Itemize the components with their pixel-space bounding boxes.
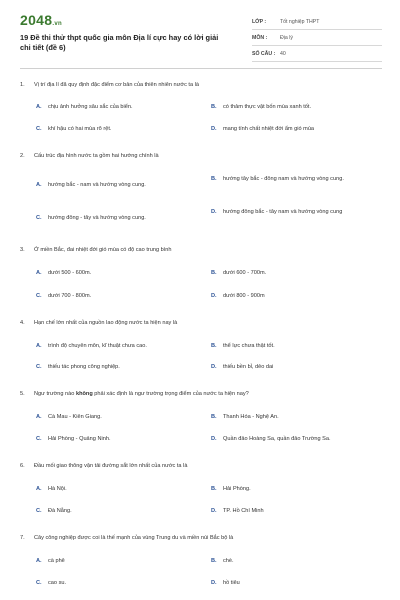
answer-option[interactable]: [36, 557, 196, 565]
option-text: Quần đảo Hoàng Sa, quần đảo Trường Sa.: [223, 436, 331, 442]
answer-option[interactable]: [211, 579, 381, 587]
answer-option[interactable]: [36, 363, 196, 371]
question-stem: [20, 247, 382, 253]
option-letter: D.: [211, 580, 217, 586]
option-text: trình độ chuyên môn, kĩ thuật chưa cao.: [48, 343, 147, 349]
answer-option[interactable]: [211, 507, 381, 515]
question-stem: [20, 82, 382, 88]
answer-option[interactable]: [36, 125, 196, 133]
question-number: 7.: [20, 535, 25, 541]
question-text-emphasis: không: [75, 391, 93, 397]
meta-value: Tốt nghiệp THPT: [280, 18, 320, 25]
answer-option[interactable]: [211, 342, 381, 350]
option-text: Hải Phòng.: [223, 486, 251, 492]
question-text-post: phải xác định là ngư trường trọng điểm của nước ta hiện nay?: [92, 391, 249, 397]
logo-suffix: .vn: [52, 21, 62, 27]
option-text: Hải Phòng - Quảng Ninh.: [48, 436, 111, 442]
option-text: hướng đông - tây và hướng vòng cung.: [48, 215, 146, 221]
option-text: Thanh Hóa - Nghệ An.: [223, 414, 279, 420]
option-text: thiếu tác phong công nghiệp.: [48, 364, 120, 370]
answer-option[interactable]: [211, 363, 381, 371]
option-text: dưới 800 - 900m: [223, 293, 265, 299]
exam-meta-table: [252, 14, 382, 62]
header-divider: [20, 68, 382, 69]
answer-option[interactable]: [36, 292, 196, 300]
answer-option[interactable]: [36, 485, 196, 493]
answer-option[interactable]: [211, 175, 376, 183]
logo-main: 2048: [20, 12, 53, 28]
question-number: 1.: [20, 82, 25, 88]
option-text: thể lực chưa thật tốt.: [223, 343, 275, 349]
option-letter: B.: [211, 104, 217, 110]
option-letter: A.: [36, 486, 42, 492]
option-text: hồ tiêu: [223, 580, 240, 586]
question-stem: [20, 391, 382, 397]
option-text: mang tính chất nhiệt đới ẩm gió mùa: [223, 126, 315, 132]
question-stem: [20, 535, 382, 541]
question-number: 4.: [20, 320, 25, 326]
option-text: Đà Nẵng.: [48, 508, 72, 514]
option-letter: C.: [36, 436, 42, 442]
option-letter: B.: [211, 270, 217, 276]
option-letter: C.: [36, 293, 42, 299]
option-letter: D.: [211, 126, 217, 132]
meta-value: 40: [280, 50, 286, 57]
answer-option[interactable]: [36, 507, 196, 515]
question-text: Cấu trúc địa hình nước ta gồm hai hướng chính là: [34, 153, 159, 159]
question-number: 2.: [20, 153, 25, 159]
option-text: chè.: [223, 558, 234, 564]
meta-row-subject: [252, 30, 382, 46]
question-text: Hạn chế lớn nhất của nguồn lao động nước ta hiện nay là: [34, 320, 178, 326]
option-letter: B.: [211, 176, 217, 182]
option-letter: D.: [211, 508, 217, 514]
answer-option[interactable]: [36, 342, 206, 350]
option-text: hướng bắc - nam và hướng vòng cung.: [48, 182, 146, 188]
question-text-pre: Ngư trường nào: [34, 391, 76, 397]
meta-row-count: [252, 46, 382, 62]
option-letter: B.: [211, 343, 217, 349]
option-text: TP. Hồ Chí Minh: [223, 508, 264, 514]
option-text: cao su.: [48, 580, 67, 586]
option-letter: D.: [211, 364, 217, 370]
option-text: cà phê: [48, 558, 65, 564]
question-stem: [20, 463, 382, 469]
question-number: 3.: [20, 247, 25, 253]
answer-option[interactable]: [211, 103, 381, 111]
option-text: dưới 600 - 700m.: [223, 270, 267, 276]
answer-option[interactable]: [36, 103, 196, 111]
question-text: Cây công nghiệp được coi là thế mạnh của vùng Trung du và miền núi Bắc bộ là: [34, 535, 234, 541]
answer-option[interactable]: [36, 269, 196, 277]
option-letter: A.: [36, 558, 42, 564]
answer-option[interactable]: [36, 435, 196, 443]
meta-key: MÔN :: [252, 34, 268, 41]
question-text: Đầu mối giao thông vận tải đường sắt lớn nhất của nước ta là: [34, 463, 188, 469]
answer-option[interactable]: [211, 125, 381, 133]
option-text: dưới 700 - 800m.: [48, 293, 92, 299]
option-text: hướng tây bắc - đông nam và hướng vòng cung.: [223, 176, 344, 182]
option-letter: C.: [36, 126, 42, 132]
option-text: chịu ảnh hưởng sâu sắc của biển.: [48, 104, 133, 110]
option-letter: B.: [211, 558, 217, 564]
option-text: thiếu bền bỉ, dẻo dai: [223, 364, 274, 370]
answer-option[interactable]: [211, 557, 381, 565]
option-letter: B.: [211, 486, 217, 492]
answer-option[interactable]: [211, 485, 381, 493]
option-letter: D.: [211, 209, 217, 215]
option-text: khí hậu có hai mùa rõ rệt.: [48, 126, 112, 132]
answer-option[interactable]: [211, 435, 386, 443]
answer-option[interactable]: [36, 579, 196, 587]
option-letter: A.: [36, 414, 42, 420]
option-text: Hà Nội.: [48, 486, 67, 492]
page-title: 19 Đề thi thử thpt quốc gia môn Địa lí cực hay có lời giải chi tiết (đề 6): [20, 33, 219, 52]
option-letter: C.: [36, 215, 42, 221]
answer-option[interactable]: [211, 413, 381, 421]
question-text: Ở miền Bắc, đai nhiệt đới gió mùa có độ cao trung bình: [34, 247, 172, 253]
question-text: Vị trí địa lí đã quy định đặc điểm cơ bản của thiên nhiên nước ta là: [34, 82, 200, 88]
option-letter: B.: [211, 414, 217, 420]
question-stem: [20, 320, 382, 326]
option-letter: A.: [36, 104, 42, 110]
answer-option[interactable]: [211, 292, 381, 300]
question-number: 6.: [20, 463, 25, 469]
option-letter: C.: [36, 508, 42, 514]
option-letter: A.: [36, 182, 42, 188]
meta-key: SỐ CÂU :: [252, 50, 276, 57]
answer-option[interactable]: [211, 208, 376, 216]
option-letter: C.: [36, 364, 42, 370]
question-number: 5.: [20, 391, 25, 397]
answer-option[interactable]: [211, 269, 381, 277]
option-letter: D.: [211, 436, 217, 442]
meta-row-class: [252, 14, 382, 30]
option-text: dưới 500 - 600m.: [48, 270, 92, 276]
meta-key: LỚP :: [252, 18, 267, 25]
option-letter: A.: [36, 270, 42, 276]
answer-option[interactable]: [36, 214, 196, 222]
option-letter: D.: [211, 293, 217, 299]
option-letter: C.: [36, 580, 42, 586]
site-logo[interactable]: [20, 12, 62, 28]
option-text: Cà Mau - Kiên Giang.: [48, 414, 102, 420]
option-text: có thảm thực vật bốn mùa xanh tốt.: [223, 104, 312, 110]
answer-option[interactable]: [36, 181, 196, 189]
meta-value: Địa lý: [280, 34, 293, 41]
option-letter: A.: [36, 343, 42, 349]
question-stem: [20, 153, 382, 159]
answer-option[interactable]: [36, 413, 196, 421]
option-text: hướng đông bắc - tây nam và hướng vòng cung: [223, 209, 343, 215]
